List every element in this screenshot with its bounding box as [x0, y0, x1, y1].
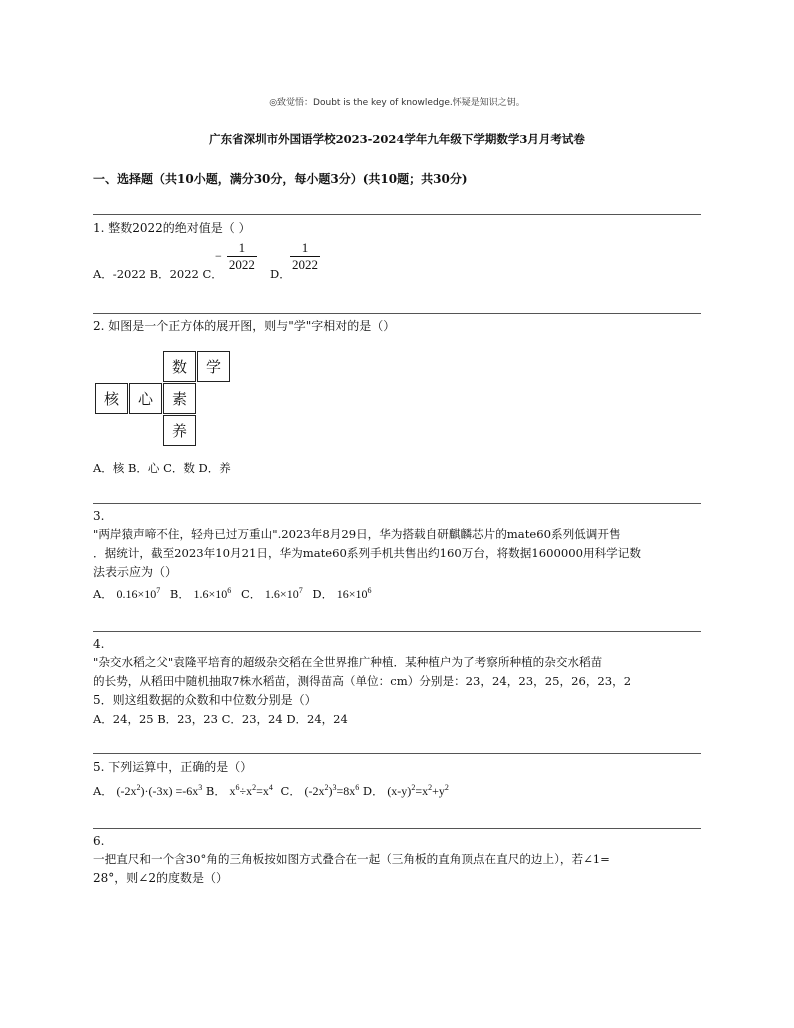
- net-cell: 学: [197, 351, 230, 382]
- q5-b-expr: $x^6\div x^2=x^4$: [229, 783, 273, 798]
- q1-c-denominator: 2022: [228, 257, 255, 272]
- q6-line: 一把直尺和一个含30°角的三角板按如图方式叠合在一起（三角板的直角顶点在直尺的边上），若∠1=: [93, 852, 610, 866]
- q6-number: 6.: [93, 834, 105, 848]
- q3-c-value: $1.6\times 10^7$: [264, 586, 303, 601]
- q4-options: A．24，25 B．23，23 C．23，24 D．24，24: [93, 712, 348, 726]
- q1-stem: 1. 整数2022的绝对值是（ ）: [93, 221, 251, 235]
- net-cell: 素: [163, 383, 196, 414]
- q1-d-label: D．: [270, 267, 291, 281]
- divider: [93, 753, 701, 754]
- q3-a-label: A．: [93, 587, 113, 601]
- q6-line: 28°，则∠2的度数是（）: [93, 871, 228, 885]
- q1-d-fraction: [290, 240, 320, 273]
- q3-b-label: B．: [169, 587, 190, 601]
- q4-line: 的长势，从稻田中随机抽取7株水稻苗，测得苗高（单位：cm）分别是：23，24，23，25，26，23，2: [93, 674, 632, 688]
- q1-d-denominator: 2022: [292, 257, 318, 272]
- divider: [93, 313, 701, 314]
- q5-b-label: B．: [205, 784, 226, 798]
- q3-options: [93, 586, 372, 602]
- q1-options-ab: A．-2022 B．2022 C．: [93, 267, 223, 281]
- net-cell: 数: [163, 351, 196, 382]
- q3-number: 3.: [93, 509, 105, 523]
- q3-a-value: $0.16\times 10^7$: [116, 586, 161, 601]
- page-title: 广东省深圳市外国语学校2023-2024学年九年级下学期数学3月月考试卷: [209, 132, 585, 146]
- divider: [93, 214, 701, 215]
- divider: [93, 503, 701, 504]
- q3-b-value: $1.6\times 10^6$: [193, 586, 232, 601]
- q5-a-label: A．: [93, 784, 113, 798]
- q3-line: ．据统计，截至2023年10月21日，华为mate60系列手机共售出约160万台，将数据1600000用科学记数: [93, 546, 641, 560]
- net-cell: 心: [129, 383, 162, 414]
- divider: [93, 828, 701, 829]
- q5-d-label: D．: [362, 784, 384, 798]
- q1-c-fraction: [227, 240, 257, 273]
- q3-line: "两岸猿声啼不住，轻舟已过万重山".2023年8月29日，华为搭载自研麒麟芯片的mate60系列低调开售: [93, 527, 621, 541]
- q5-d-expr: $(x-y)^2=x^2+y^2$: [387, 783, 449, 798]
- q4-line: "杂交水稻之父"袁隆平培育的超级杂交稻在全世界推广种植．某种植户为了考察所种植的杂交水稻苗: [93, 655, 603, 669]
- q4-line: 5．则这组数据的众数和中位数分别是（）: [93, 693, 317, 707]
- cube-net-figure: [93, 351, 233, 446]
- net-cell: 核: [95, 383, 128, 414]
- q1-d-numerator: 1: [301, 240, 309, 255]
- q5-a-expr: $(-2x^2)\cdot(-3x) =-6x^3$: [116, 783, 203, 798]
- q1-c-sign: −: [215, 249, 222, 263]
- q3-line: 法表示应为（）: [93, 565, 178, 579]
- page-header-quote: ◎致觉悟：Doubt is the key of knowledge.怀疑是知识之钥。: [269, 98, 525, 108]
- q5-c-label: C．: [280, 784, 301, 798]
- net-cell: 养: [163, 415, 196, 446]
- q1-option-d: [290, 240, 320, 273]
- q3-d-label: D．: [312, 587, 334, 601]
- q2-stem: 2. 如图是一个正方体的展开图，则与"学"字相对的是（）: [93, 319, 396, 333]
- q5-c-expr: $(-2x^2)^3=8x^6$: [304, 783, 360, 798]
- q1-option-c: [215, 240, 257, 273]
- q4-number: 4.: [93, 637, 105, 651]
- q5-stem: 5. 下列运算中，正确的是（）: [93, 760, 253, 774]
- q1-c-numerator: 1: [238, 240, 246, 255]
- q2-options: A．核 B．心 C．数 D．养: [93, 461, 231, 475]
- q5-options: [93, 783, 449, 799]
- section-heading: 一、选择题（共10小题，满分30分，每小题3分）(共10题；共30分): [93, 172, 468, 186]
- q3-d-value: $16\times 10^6$: [336, 586, 372, 601]
- q3-c-label: C．: [240, 587, 262, 601]
- divider: [93, 631, 701, 632]
